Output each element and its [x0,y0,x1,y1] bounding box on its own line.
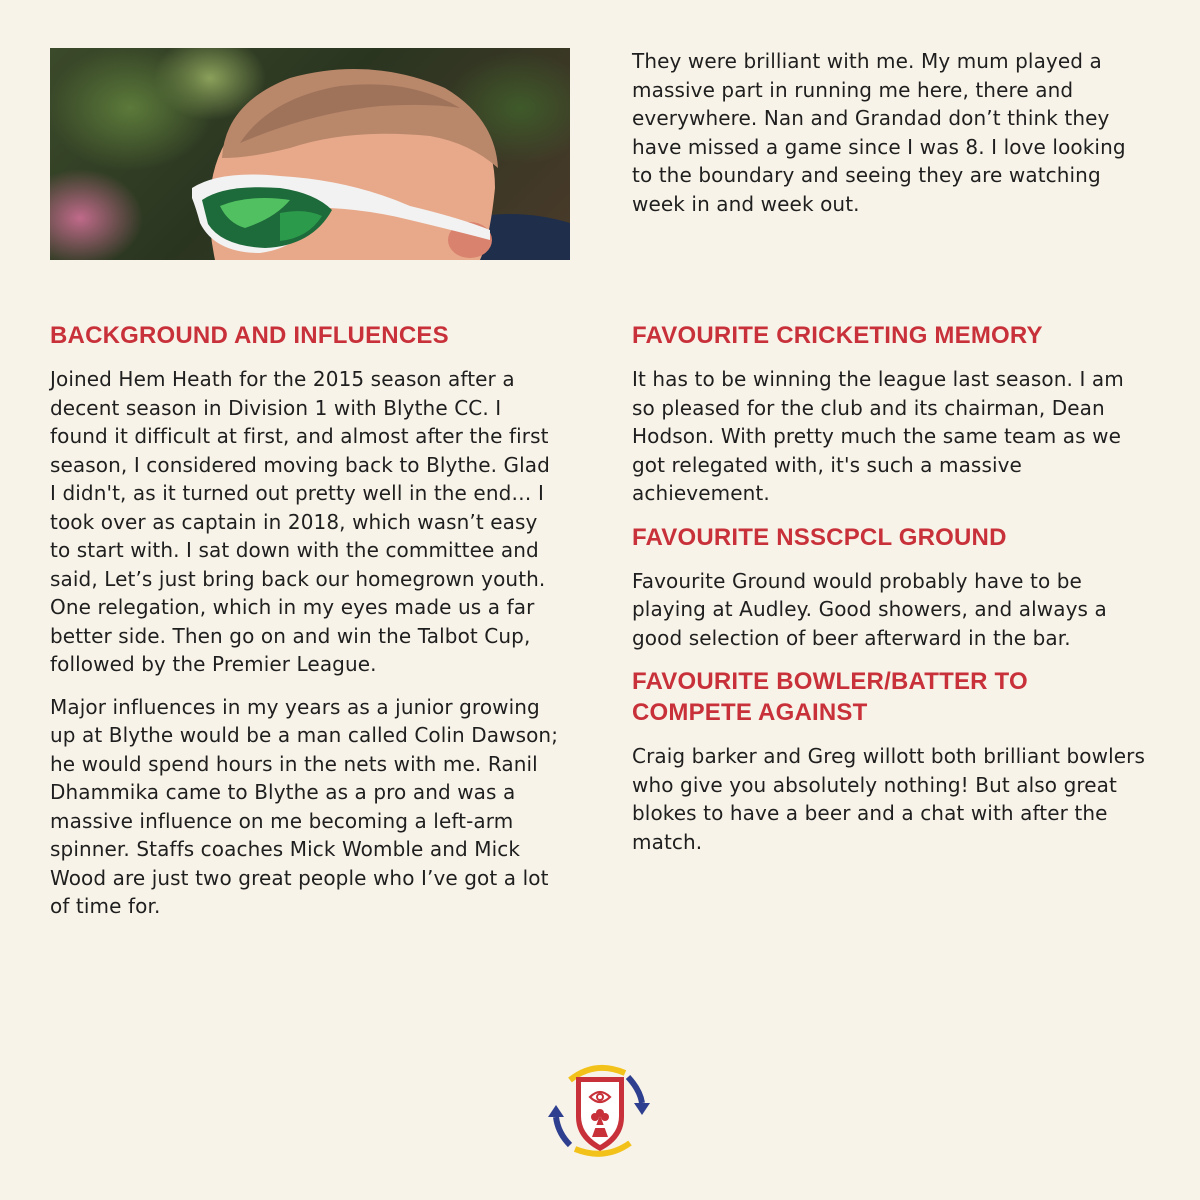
ground-heading: FAVOURITE NSSCPCL GROUND [632,523,1007,551]
favourites-column [632,320,1152,870]
background-heading: BACKGROUND AND INFLUENCES [50,322,449,349]
background-paragraph-2: Major influences in my years as a junior growing up at Blythe would be a man called Colin Dawson; he would spend hours in the nets with me. Ranil Dhammika came to Blythe as a pro and was a massive influence on me becoming a left-arm spinner. Staffs coaches Mick Womble and Mick Wood are just two great people who I’ve got a lot of time for. [50,694,559,918]
background-paragraph-1: Joined Hem Heath for the 2015 season after a decent season in Division 1 with Blythe CC. I found it difficult at first, and almost after the first season, I considered moving back to Blythe. Glad I didn't, as it turned out pretty well in the end… I took over as captain in 2018, which wasn’t easy to start with. I sat down with the committee and said, Let’s just bring back our homegrown youth. One relegation, which in my eyes made us a far better side. Then go on and win the Talbot Cup, followed by the Premier League. [50,367,550,676]
memory-text: It has to be winning the league last season. I am so pleased for the club and its chairman, Dean Hodson. With pretty much the same team as we got relegated with, it's such a massive achievement. [632,367,1124,505]
bowler-batter-text: Craig barker and Greg willott both brilliant bowlers who give you absolutely nothing! But also great blokes to have a beer and a chat with after the match. [632,744,1145,854]
ground-text: Favourite Ground would probably have to be playing at Audley. Good showers, and always a good selection of beer afterward in the bar. [632,568,1107,650]
bowler-batter-heading: FAVOURITE BOWLER/BATTER TO COMPETE AGAINST [632,668,1028,726]
player-photo [50,48,570,260]
intro-paragraph: They were brilliant with me. My mum played a massive part in running me here, there and everywhere. Nan and Grandad don’t think they have missed a game since I was 8. I love looking to the boundary and seeing they are watching week in and week out. [632,49,1126,216]
intro-column [632,47,1152,232]
memory-heading: FAVOURITE CRICKETING MEMORY [632,322,1043,349]
league-crest-logo [540,1055,660,1165]
background-section [50,320,560,935]
